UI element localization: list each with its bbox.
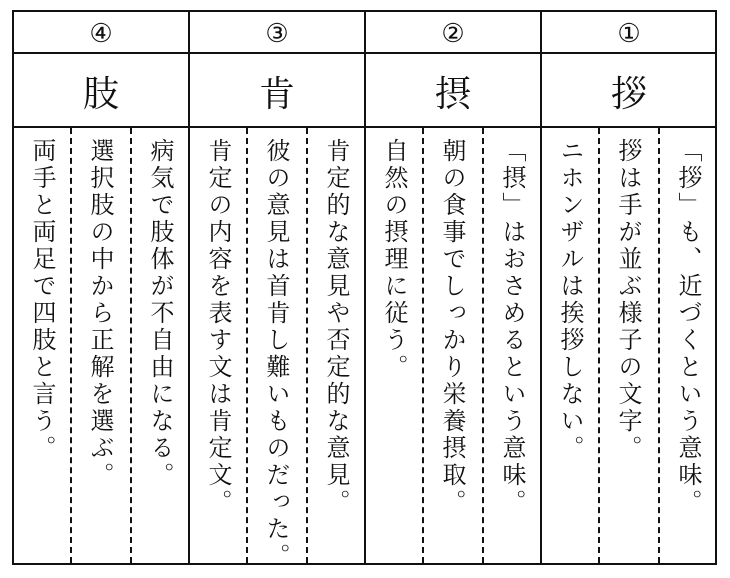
kanji-heading-4: 肢 — [82, 73, 119, 115]
kanji-heading-2: 摂 — [434, 73, 471, 115]
example-sentence: 拶は手が並ぶ様子の文字。 — [614, 138, 642, 462]
section-number-3: ③ — [265, 19, 289, 49]
kanji-heading-3: 肯 — [258, 73, 295, 115]
example-sentence: 肯定的な意見や否定的な意見。 — [322, 138, 350, 516]
example-sentence: 肯定の内容を表す文は肯定文。 — [204, 138, 232, 516]
example-sentence: 両手と両足で四肢と言う。 — [28, 138, 56, 462]
example-sentence: 選択肢の中から正解を選ぶ。 — [86, 138, 114, 489]
section-number-1: ① — [617, 19, 641, 49]
example-sentence: 「拶」も、近づくという意味。 — [674, 138, 702, 516]
example-sentence: 「摂」はおさめるという意味。 — [498, 138, 526, 516]
example-sentence: 朝の食事でしっかり栄養摂取。 — [438, 138, 466, 516]
example-sentence: ニホンザルは挨拶しない。 — [556, 138, 584, 462]
example-sentence: 自然の摂理に従う。 — [380, 138, 408, 381]
kanji-heading-1: 拶 — [610, 73, 647, 115]
example-sentence: 彼の意見は首肯し難いものだった。 — [262, 138, 290, 570]
section-number-2: ② — [441, 19, 465, 49]
example-sentence: 病気で肢体が不自由になる。 — [146, 138, 174, 489]
section-number-4: ④ — [89, 19, 113, 49]
worksheet-table — [12, 10, 717, 570]
